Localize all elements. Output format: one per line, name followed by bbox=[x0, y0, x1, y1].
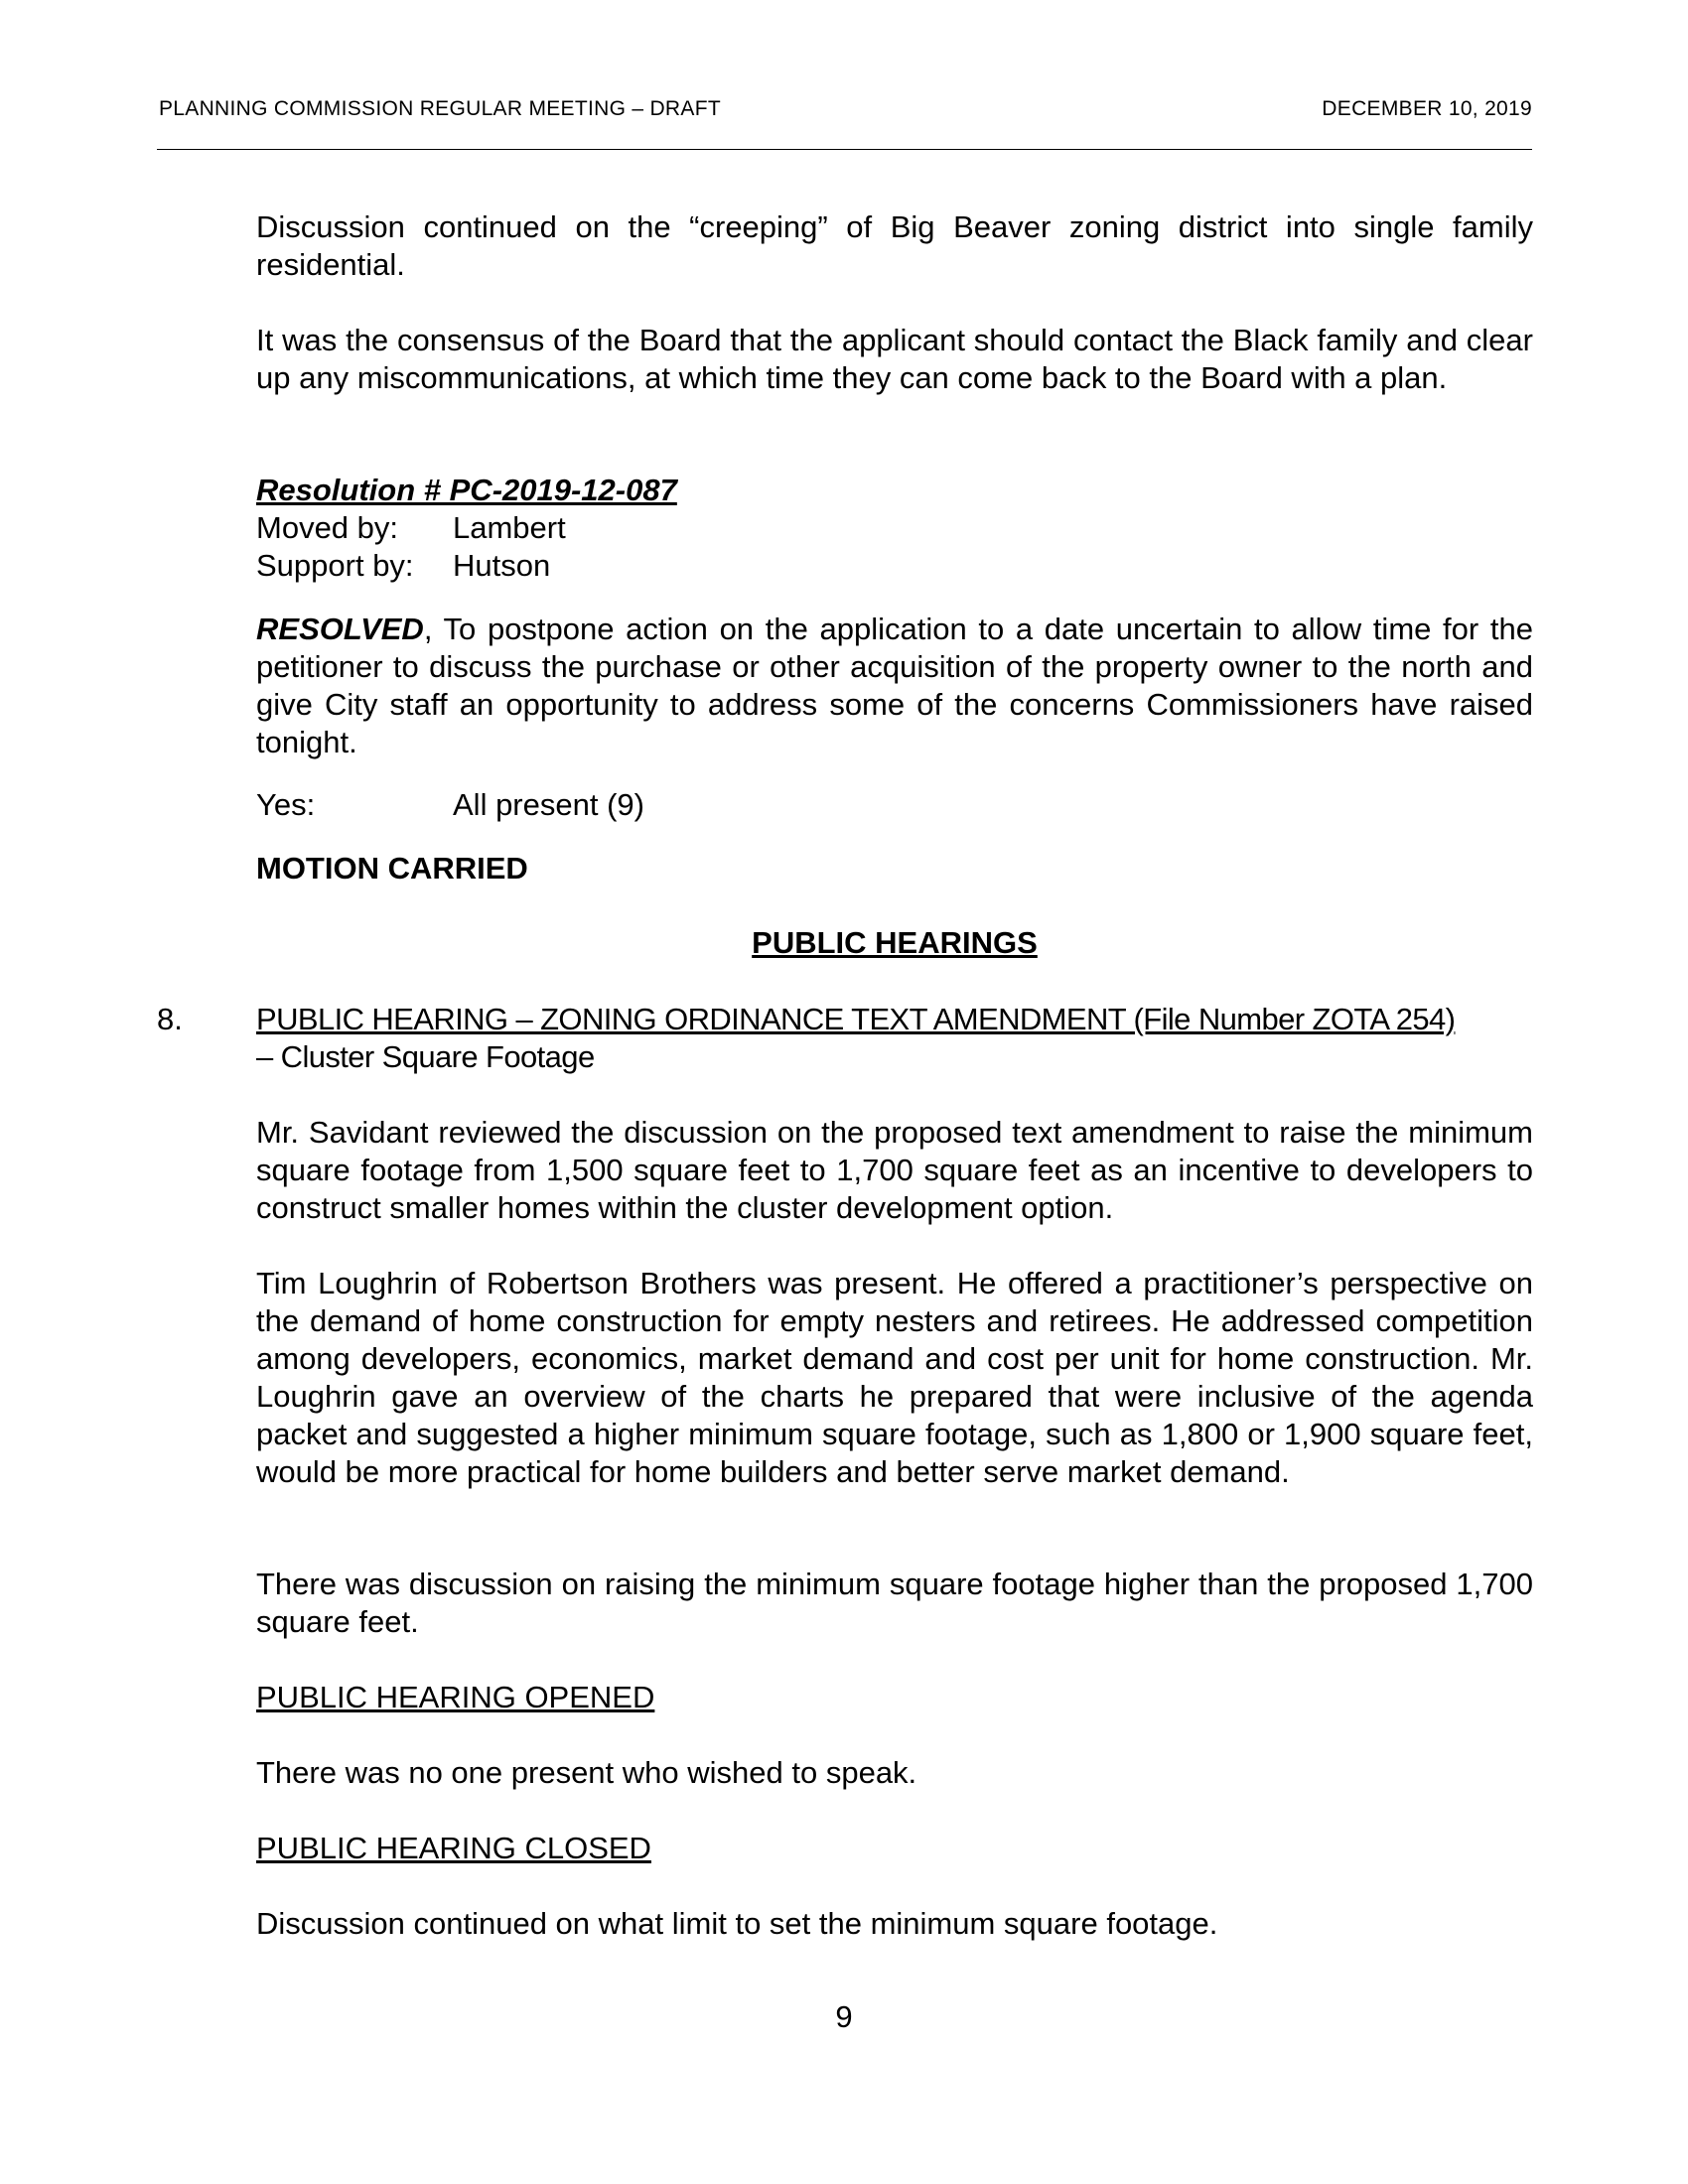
vote-row bbox=[256, 786, 1533, 824]
support-by-value: Hutson bbox=[453, 548, 551, 583]
paragraph-text: Mr. Savidant reviewed the discussion on the proposed text amendment to raise the minimum square footage from 1,500 square feet to 1,700 square feet as an incentive to developers to construct smaller homes within the cluster development option. bbox=[256, 1115, 1533, 1225]
yes-label: Yes: bbox=[256, 787, 316, 822]
hearing-closed: PUBLIC HEARING CLOSED bbox=[256, 1831, 651, 1865]
header-rule bbox=[157, 149, 1532, 150]
moved-by-row bbox=[256, 509, 1533, 547]
resolved-text bbox=[256, 611, 1533, 761]
page-number: 9 bbox=[835, 1999, 853, 2034]
support-by-row bbox=[256, 547, 1533, 585]
item-subtitle: – Cluster Square Footage bbox=[256, 1039, 595, 1074]
discussion-paragraph-2 bbox=[256, 322, 1533, 397]
resolved-body: , To postpone action on the application to a date uncertain to allow time for the petitioner to discuss the purchase or other acquisition of the property owner to the north and give City staff an opportunity to address some of the concerns Commissioners have raised tonight. bbox=[256, 612, 1533, 759]
motion-carried: MOTION CARRIED bbox=[256, 851, 528, 886]
paragraph-text: There was discussion on raising the minimum square footage higher than the proposed 1,700 square feet. bbox=[256, 1567, 1533, 1639]
yes-value: All present (9) bbox=[453, 787, 644, 822]
resolution-title: Resolution # PC-2019-12-087 bbox=[256, 473, 677, 507]
header-date: DECEMBER 10, 2019 bbox=[1322, 97, 1532, 120]
paragraph-text: Tim Loughrin of Robertson Brothers was present. He offered a practitioner’s perspective on the demand of home construction for empty nesters and retirees. He addressed competition among developers, economics, market demand and cost per unit for home construction. Mr. Loughrin gave an overview of the charts he prepared that were inclusive of the agenda packet and suggested a higher minimum square footage, such as 1,800 or 1,900 square feet, would be more practical for home builders and better serve market demand. bbox=[256, 1266, 1533, 1489]
paragraph-text: It was the consensus of the Board that the applicant should contact the Black family and clear up any miscommunications, at which time they can come back to the Board with a plan. bbox=[256, 323, 1533, 395]
item-paragraph-1 bbox=[256, 1114, 1533, 1227]
item-paragraph-3 bbox=[256, 1566, 1533, 1641]
hearing-opened: PUBLIC HEARING OPENED bbox=[256, 1680, 655, 1714]
item-paragraph-4: There was no one present who wished to speak. bbox=[256, 1755, 917, 1790]
resolution-block bbox=[256, 472, 1533, 585]
resolved-paragraph bbox=[256, 611, 1533, 761]
moved-by-value: Lambert bbox=[453, 510, 566, 545]
item-title-block bbox=[256, 1001, 1533, 1076]
section-heading: PUBLIC HEARINGS bbox=[752, 925, 1038, 960]
item-paragraph-2 bbox=[256, 1265, 1533, 1491]
discussion-paragraph-1 bbox=[256, 208, 1533, 284]
moved-by-label: Moved by: bbox=[256, 510, 399, 545]
item-number: 8. bbox=[157, 1002, 183, 1036]
support-by-label: Support by: bbox=[256, 548, 414, 583]
resolved-word: RESOLVED bbox=[256, 612, 424, 646]
header-title: PLANNING COMMISSION REGULAR MEETING – DRAFT bbox=[159, 97, 721, 120]
item-paragraph-5: Discussion continued on what limit to set the minimum square footage. bbox=[256, 1906, 1218, 1941]
item-title: PUBLIC HEARING – ZONING ORDINANCE TEXT AMENDMENT (File Number ZOTA 254) bbox=[256, 1002, 1456, 1036]
paragraph-text: Discussion continued on the “creeping” of Big Beaver zoning district into single family residential. bbox=[256, 209, 1533, 282]
